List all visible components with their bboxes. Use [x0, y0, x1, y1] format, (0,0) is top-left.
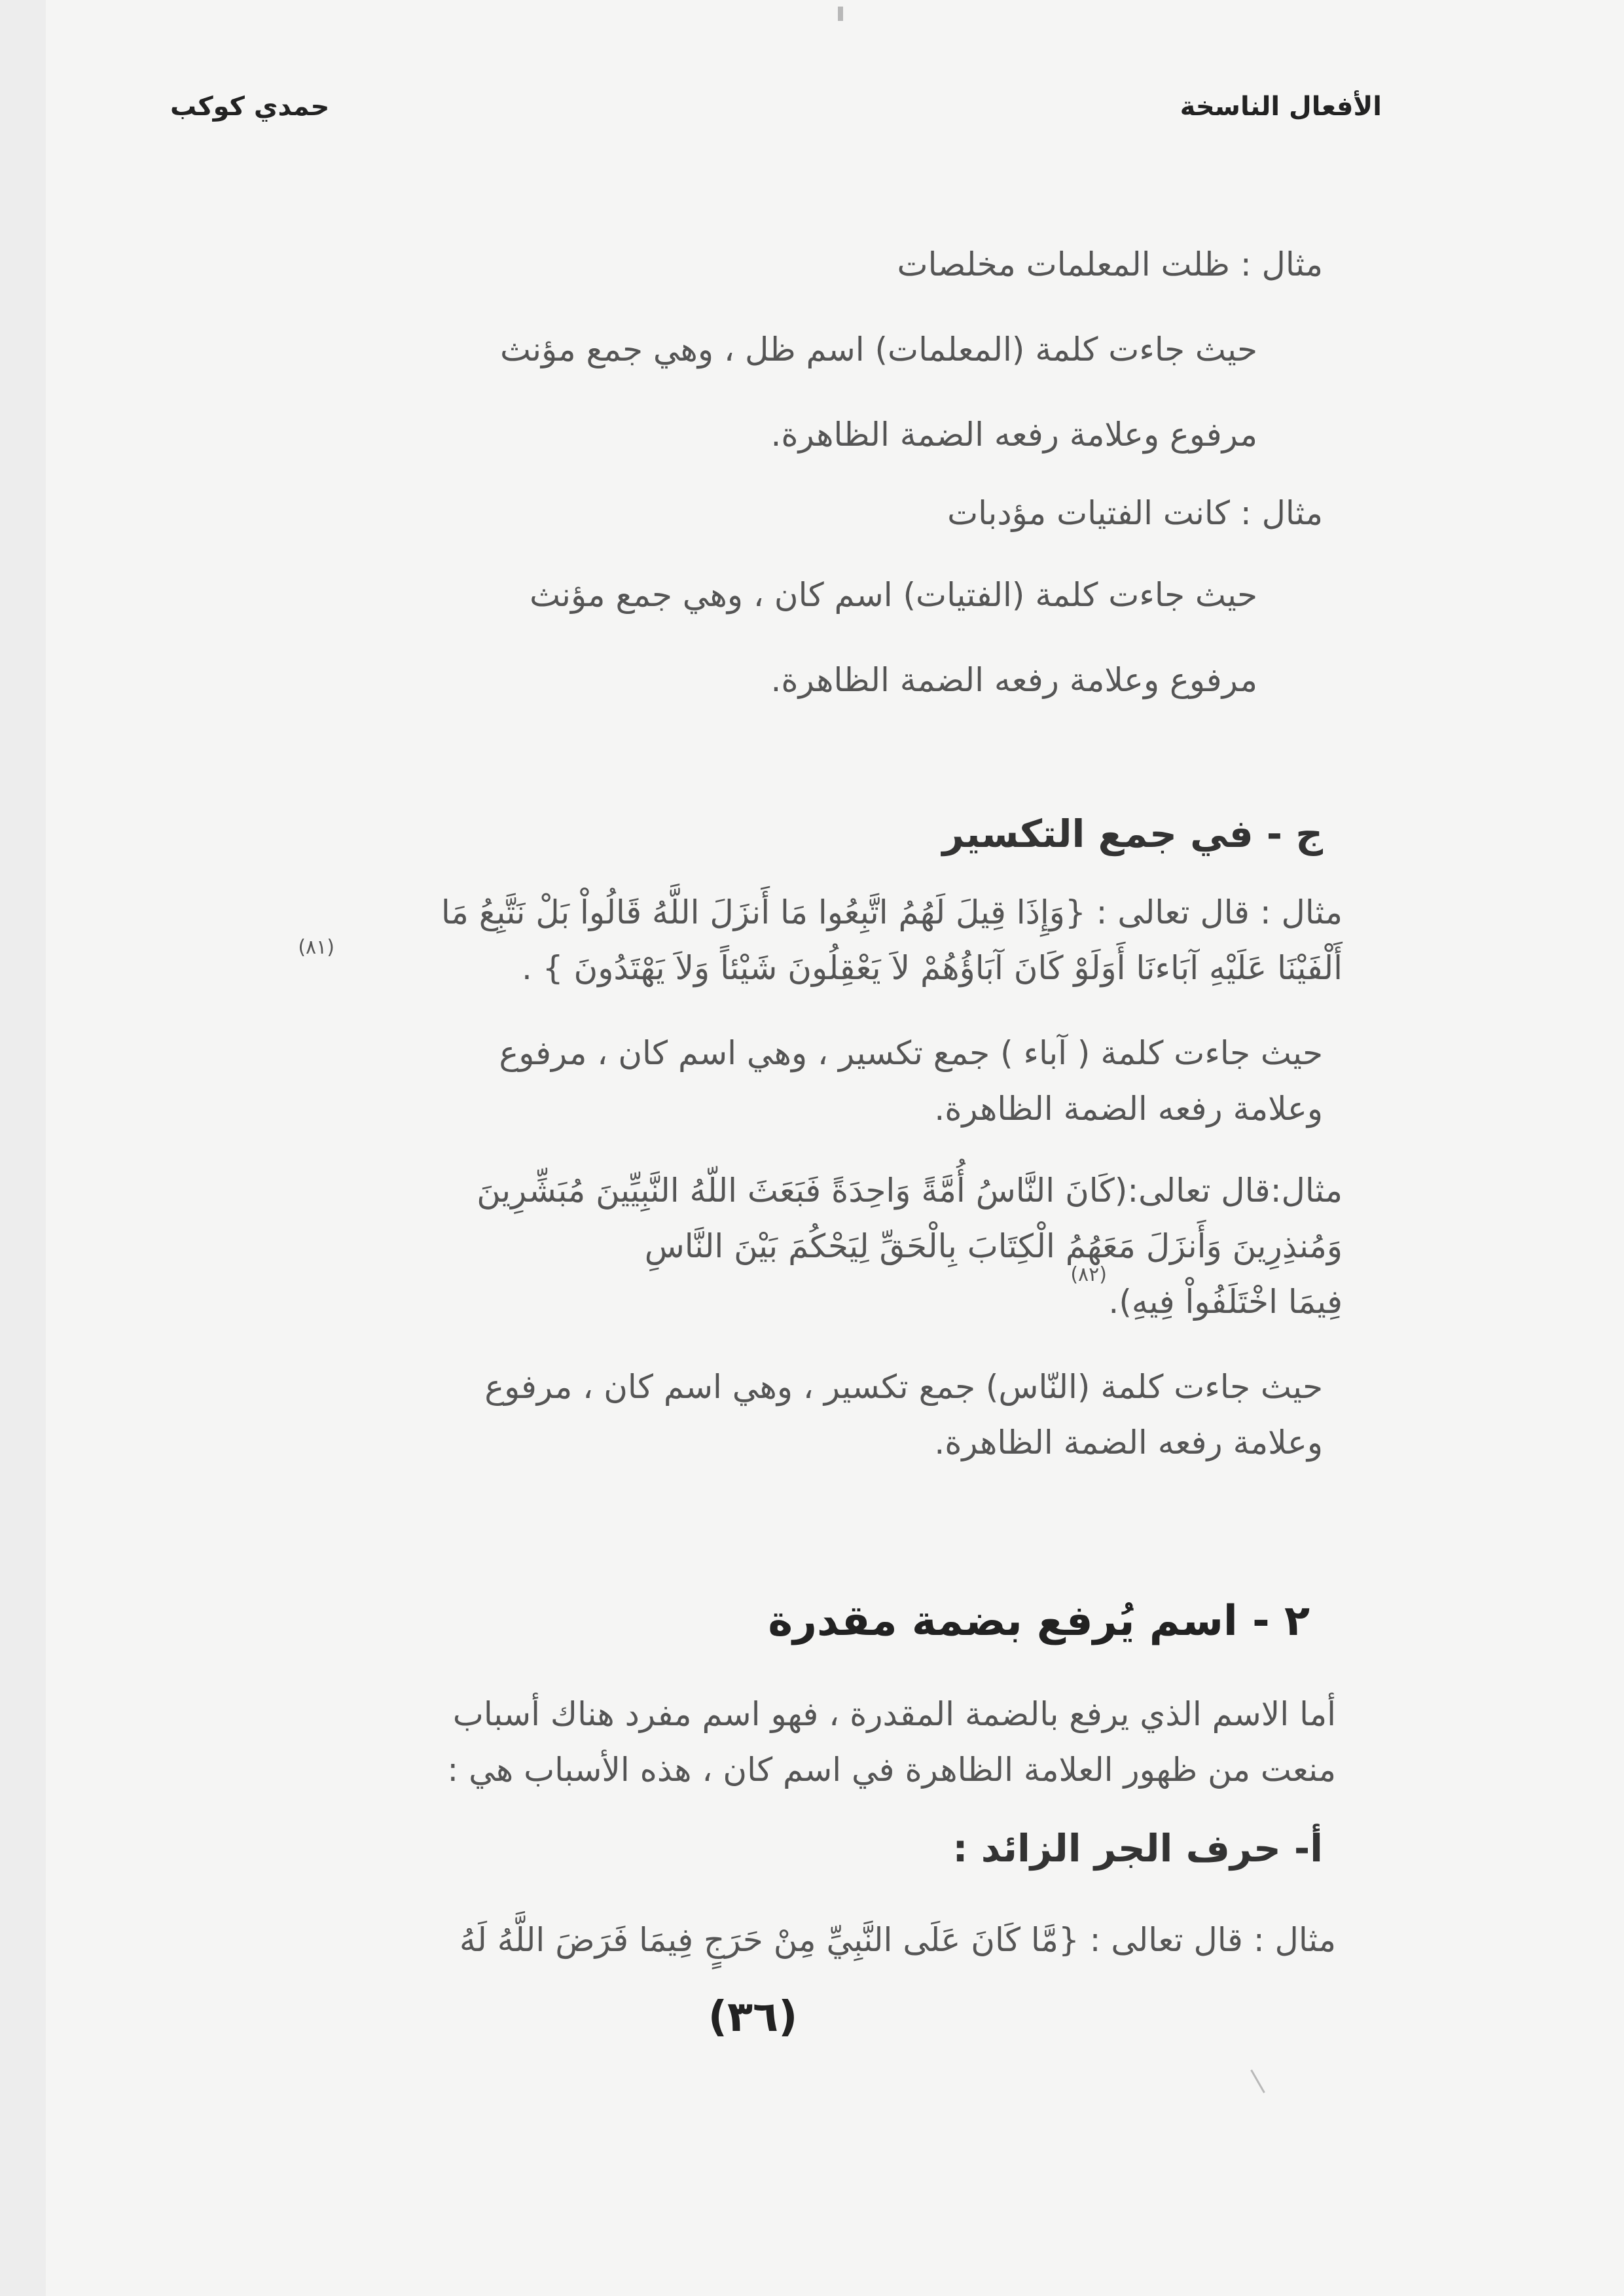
page-header: [46, 92, 1624, 144]
scan-speck: [838, 7, 843, 21]
section-heading: ج - في جمع التكسير: [942, 812, 1323, 856]
page-number: (٣٦): [708, 1993, 798, 2041]
footnote-reference: (٨١): [298, 936, 334, 959]
quran-example-line: فِيمَا اخْتَلَفُواْ فِيهِ).: [1108, 1283, 1343, 1321]
body-line: منعت من ظهور العلامة الظاهرة في اسم كان ، هذه الأسباب هي :: [447, 1751, 1336, 1789]
footnote-reference: (٨٢): [1070, 1263, 1107, 1286]
quran-example-line: أَلْفَيْنَا عَلَيْهِ آبَاءنَا أَوَلَوْ كَانَ آبَاؤُهُمْ لاَ يَعْقِلُونَ شَيْئاً وَلاَ يَهْتَدُونَ } .: [521, 949, 1343, 987]
header-chapter-title: الأفعال الناسخة: [1180, 92, 1382, 122]
example-line: مثال : كانت الفتيات مؤدبات: [947, 494, 1323, 532]
explanation-line: حيث جاءت كلمة (النّاس) جمع تكسير ، وهي اسم كان ، مرفوع: [484, 1368, 1323, 1406]
explanation-line: وعلامة رفعه الضمة الظاهرة.: [934, 1090, 1323, 1128]
body-line: أما الاسم الذي يرفع بالضمة المقدرة ، فهو اسم مفرد هناك أسباب: [452, 1695, 1336, 1733]
explanation-line: مرفوع وعلامة رفعه الضمة الظاهرة.: [770, 661, 1257, 699]
explanation-line: حيث جاءت كلمة ( آباء ) جمع تكسير ، وهي اسم كان ، مرفوع: [499, 1034, 1323, 1072]
subsection-heading: أ- حرف الجر الزائد :: [952, 1826, 1323, 1871]
quran-example-line: وَمُنذِرِينَ وَأَنزَلَ مَعَهُمُ الْكِتَابَ بِالْحَقِّ لِيَحْكُمَ بَيْنَ النَّاسِ: [644, 1227, 1343, 1265]
explanation-line: مرفوع وعلامة رفعه الضمة الظاهرة.: [770, 416, 1257, 454]
document-page: [46, 0, 1624, 2296]
scan-speck: [1250, 2070, 1265, 2093]
quran-example-line: مثال : قال تعالى : {وَإِذَا قِيلَ لَهُمُ اتَّبِعُوا مَا أَنزَلَ اللَّهُ قَالُواْ بَلْ نَتَّبِعُ مَا: [441, 893, 1343, 931]
quran-example-line: مثال:قال تعالى:(كَانَ النَّاسُ أُمَّةً وَاحِدَةً فَبَعَثَ اللّهُ النَّبِيِّينَ مُبَشِّرِينَ: [477, 1172, 1343, 1210]
example-line: مثال : ظلت المعلمات مخلصات: [897, 245, 1323, 283]
explanation-line: وعلامة رفعه الضمة الظاهرة.: [934, 1424, 1323, 1462]
section-heading: ٢ - اسم يُرفع بضمة مقدرة: [768, 1597, 1310, 1645]
explanation-line: حيث جاءت كلمة (الفتيات) اسم كان ، وهي جمع مؤنث: [529, 576, 1257, 614]
quran-example-line: مثال : قال تعالى : {مَّا كَانَ عَلَى النَّبِيِّ مِنْ حَرَجٍ فِيمَا فَرَضَ اللَّهُ لَهُ: [459, 1921, 1336, 1959]
explanation-line: حيث جاءت كلمة (المعلمات) اسم ظل ، وهي جمع مؤنث: [500, 331, 1257, 368]
header-author-name: حمدي كوكب: [170, 92, 330, 122]
